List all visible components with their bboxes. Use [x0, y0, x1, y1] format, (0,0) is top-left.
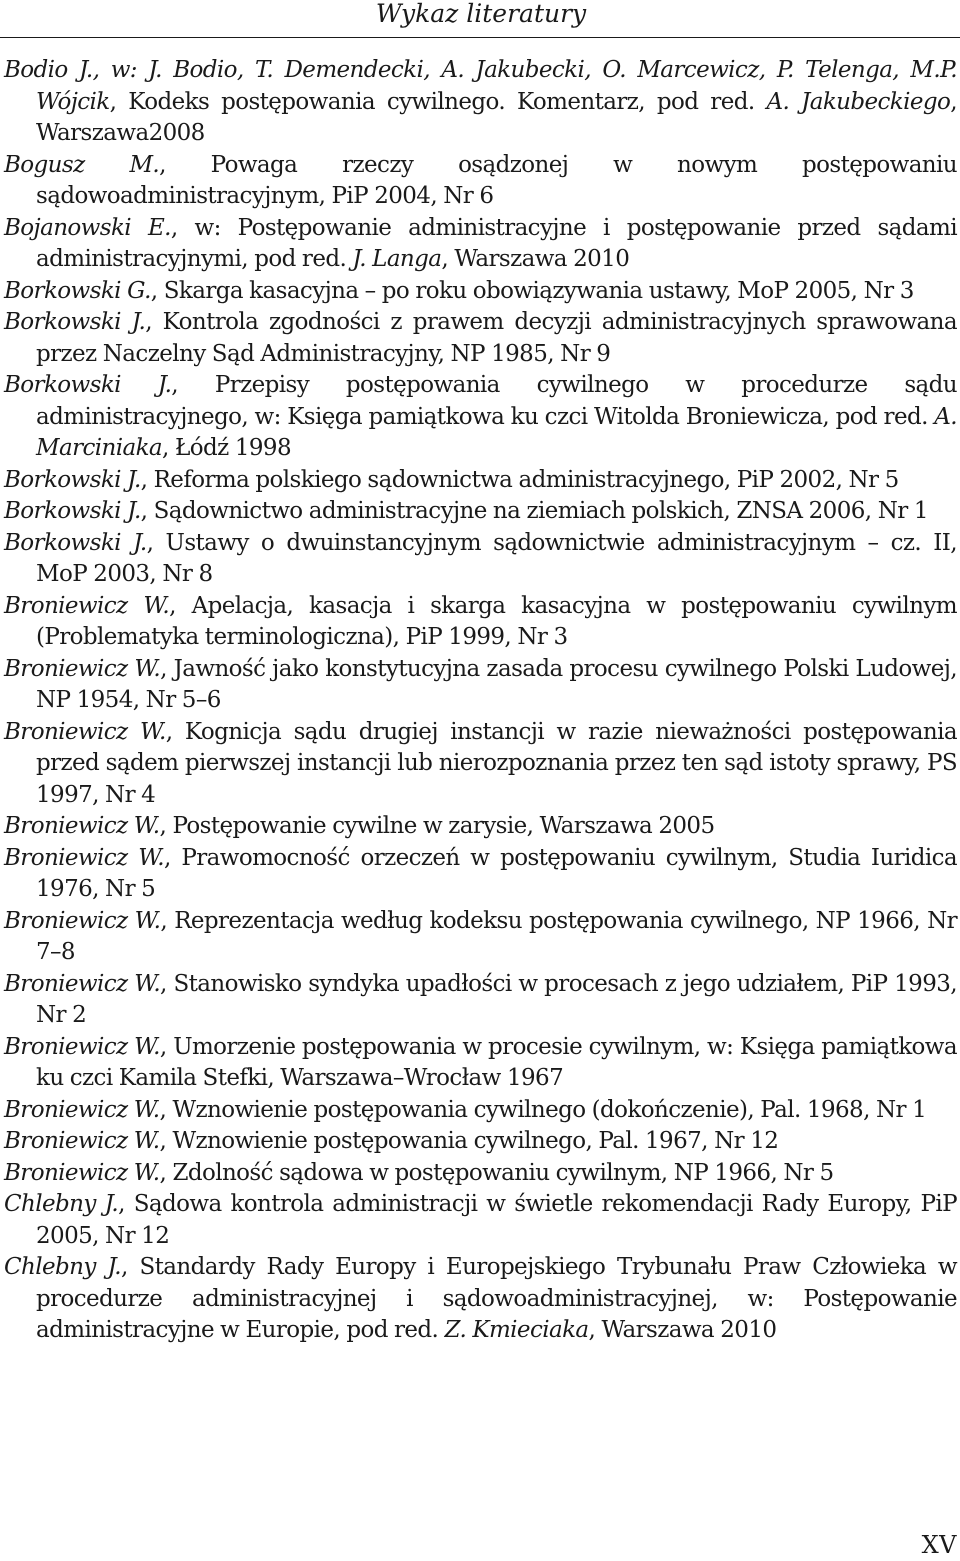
entry-text: , Reprezentacja według kodeksu postępowania cywilnego, NP 1966, Nr 7–8: [36, 907, 957, 965]
entry-author: Borkowski J.: [4, 309, 146, 335]
entry-author: Broniewicz W.: [4, 1033, 160, 1060]
bibliography-entry: [4, 528, 957, 591]
entry-author: Chlebny J.: [4, 1191, 119, 1217]
entry-editor: A. Marciniaka: [36, 403, 957, 461]
entry-text: , Postępowanie cywilne w zarysie, Warszawa 2005: [159, 813, 715, 839]
entry-tail: , Warszawa 2010: [441, 246, 630, 272]
entry-author: Broniewicz W.: [4, 1159, 160, 1186]
entry-text: , Stanowisko syndyka upadłości w procesach z jego udziałem, PiP 1993, Nr 2: [36, 970, 957, 1028]
entry-text: , Sądownictwo administracyjne na ziemiach polskich, ZNSA 2006, Nr 1: [140, 498, 928, 524]
entry-text: , Apelacja, kasacja i skarga kasacyjna w postępowaniu cywilnym (Problematyka terminologiczna), PiP 1999, Nr 3: [36, 592, 957, 650]
bibliography-entry: [4, 843, 957, 906]
entry-text: , Kontrola zgodności z prawem decyzji administracyjnych sprawowana przez Naczelny Sąd Administracyjny, NP 1985, Nr 9: [36, 309, 957, 367]
bibliography-list: [4, 55, 957, 1347]
entry-editor: Z. Kmieciaka: [444, 1317, 589, 1343]
entry-author: Borkowski J.: [4, 466, 141, 493]
entry-text: , Standardy Rady Europy i Europejskiego Trybunału Praw Człowieka w procedurze administracyjnej i sądowoadministracyjnej, w: Postępowanie administracyjne w Europie, pod red.: [36, 1254, 957, 1343]
entry-text: , Przepisy postępowania cywilnego w procedurze sądu administracyjnego, w: Księga pamiątkowa ku czci Witolda Broniewicza, pod red.: [36, 372, 957, 430]
bibliography-entry: [4, 654, 957, 717]
entry-author: Broniewicz W.: [4, 655, 161, 682]
bibliography-entry: [4, 717, 957, 812]
entry-tail: , Warszawa2008: [36, 88, 957, 146]
bibliography-entry: [4, 55, 957, 150]
entry-author: Broniewicz W.: [4, 813, 160, 839]
bibliography-entry: [4, 1126, 957, 1158]
entry-editor: J. Langa: [352, 246, 442, 272]
running-head: Wykaz literatury: [375, 0, 587, 28]
bibliography-entry: [4, 1252, 957, 1347]
entry-author: Borkowski G.: [4, 277, 151, 304]
entry-text: , Kognicja sądu drugiej instancji w razie nieważności postępowania przed sądem pierwszej instancji lub nierozpoznania przez ten sąd istoty sprawy, PS 1997, Nr 4: [36, 718, 957, 808]
entry-text: , Skarga kasacyjna – po roku obowiązywania ustawy, MoP 2005, Nr 3: [150, 277, 914, 304]
bibliography-entry: [4, 150, 957, 213]
entry-author: Broniewicz W.: [4, 907, 161, 934]
bibliography-entry: [4, 370, 957, 465]
bibliography-entry: [4, 811, 957, 843]
entry-text: , w: Postępowanie administracyjne i postępowanie przed sądami administracyjnymi, pod red.: [36, 214, 957, 272]
entry-tail: , Łódź 1998: [162, 435, 291, 461]
entry-author: Bogusz M.: [4, 151, 160, 178]
entry-author: Chlebny J.: [4, 1254, 121, 1280]
entry-text: , Ustawy o dwuinstancyjnym sądownictwie administracyjnym – cz. II, MoP 2003, Nr 8: [36, 529, 957, 587]
entry-author: Broniewicz W.: [4, 718, 166, 745]
entry-author: Bodio J., w: J. Bodio, T. Demendecki, A. Jakubecki, O. Marcewicz, P. Telenga, M.P. Wójcik: [4, 57, 957, 115]
entry-text: , Jawność jako konstytucyjna zasada procesu cywilnego Polski Ludowej, NP 1954, Nr 5–6: [36, 655, 957, 713]
entry-author: Broniewicz W.: [4, 1096, 160, 1123]
entry-text: , Wznowienie postępowania cywilnego, Pal. 1967, Nr 12: [159, 1128, 779, 1154]
bibliography-entry: [4, 906, 957, 969]
entry-author: Broniewicz W.: [4, 844, 164, 871]
bibliography-entry: [4, 969, 957, 1032]
entry-author: Borkowski J.: [4, 372, 172, 398]
entry-tail: , Warszawa 2010: [588, 1317, 777, 1343]
entry-author: Broniewicz W.: [4, 970, 161, 997]
bibliography-entry: [4, 1032, 957, 1095]
bibliography-entry: [4, 496, 957, 528]
entry-text: , Umorzenie postępowania w procesie cywilnym, w: Księga pamiątkowa ku czci Kamila Stefki, Warszawa–Wrocław 1967: [36, 1033, 957, 1091]
entry-text: , Powaga rzeczy osądzonej w nowym postępowaniu sądowoadministracyjnym, PiP 2004, Nr 6: [36, 151, 957, 209]
entry-editor: A. Jakubeckiego: [766, 88, 951, 115]
entry-author: Borkowski J.: [4, 529, 147, 556]
entry-author: Broniewicz W.: [4, 1128, 160, 1154]
entry-text: , Reforma polskiego sądownictwa administracyjnego, PiP 2002, Nr 5: [140, 466, 899, 493]
entry-text: , Sądowa kontrola administracji w świetle rekomendacji Rady Europy, PiP 2005, Nr 12: [36, 1191, 958, 1249]
bibliography-entry: [4, 1189, 957, 1252]
bibliography-entry: [4, 1158, 957, 1190]
entry-author: Bojanowski E.: [4, 214, 171, 241]
bibliography-entry: [4, 307, 957, 370]
bibliography-entry: [4, 213, 957, 276]
entry-text: , Zdolność sądowa w postępowaniu cywilnym, NP 1966, Nr 5: [159, 1159, 834, 1186]
bibliography-entry: [4, 276, 957, 308]
bibliography-entry: [4, 591, 957, 654]
page-number: XV: [921, 1531, 957, 1559]
entry-author: Broniewicz W.: [4, 592, 170, 619]
bibliography-entry: [4, 465, 957, 497]
bibliography-entry: [4, 1095, 957, 1127]
entry-text: , Wznowienie postępowania cywilnego (dokończenie), Pal. 1968, Nr 1: [159, 1096, 927, 1123]
header-rule: [0, 37, 960, 38]
entry-author: Borkowski J.: [4, 498, 141, 524]
entry-text: , Kodeks postępowania cywilnego. Komentarz, pod red.: [109, 88, 767, 115]
entry-text: , Prawomocność orzeczeń w postępowaniu cywilnym, Studia Iuridica 1976, Nr 5: [36, 844, 957, 902]
